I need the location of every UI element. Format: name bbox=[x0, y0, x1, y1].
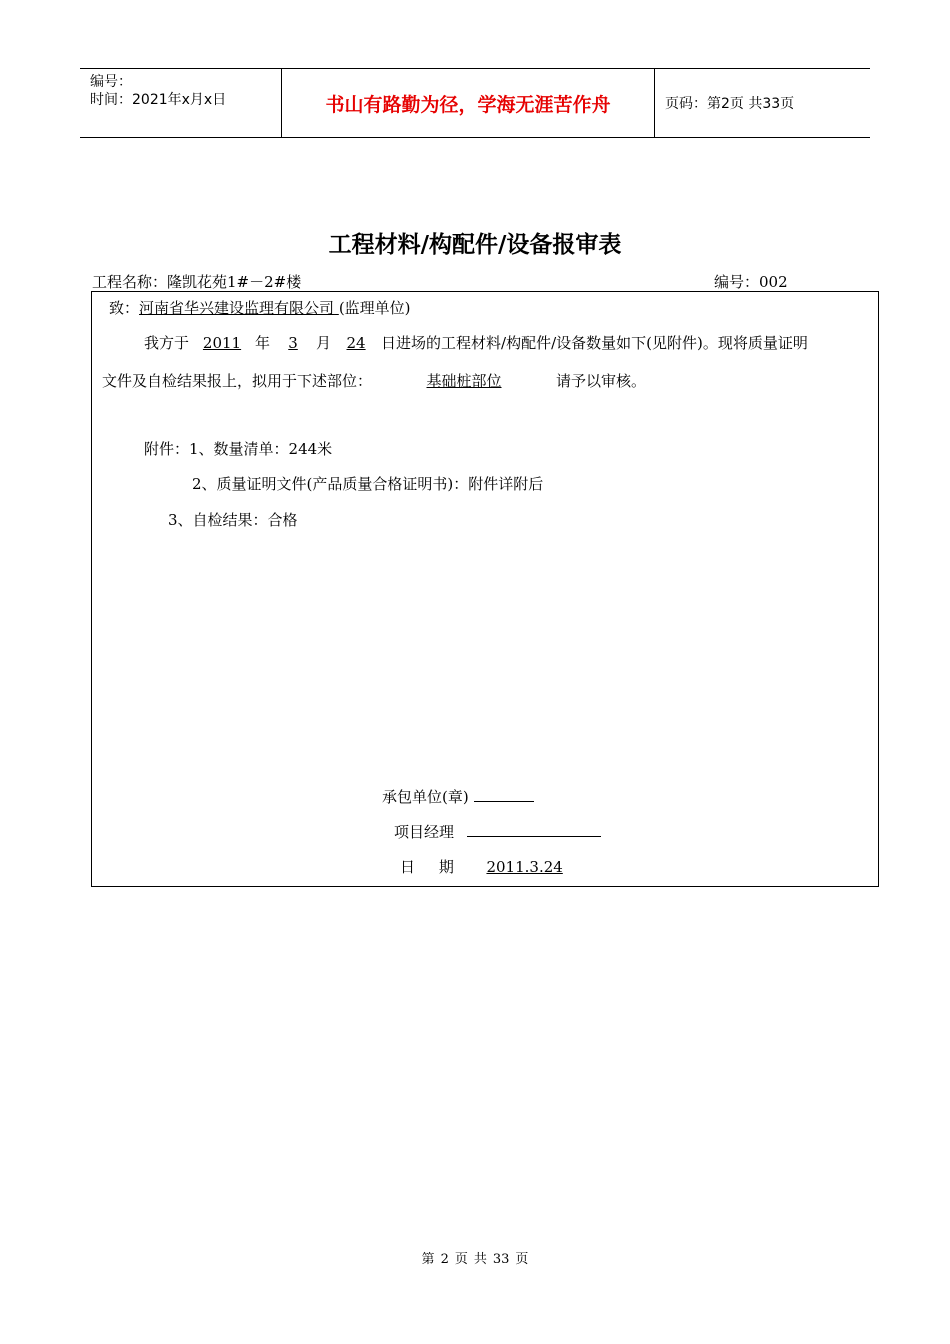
addressee-suffix: (监理单位) bbox=[338, 299, 411, 317]
p1-suffix: 日进场的工程材料/构配件/设备数量如下(见附件)。现将质量证明 bbox=[381, 334, 808, 352]
date-label: 日 期 bbox=[400, 858, 454, 876]
addressee-line bbox=[109, 297, 411, 318]
form-title: 工程材料/构配件/设备报审表 bbox=[328, 232, 622, 258]
footer-total-pages: 33 bbox=[492, 1252, 510, 1267]
paragraph-line-2 bbox=[102, 370, 646, 391]
attachment-2: 2、质量证明文件(产品质量合格证明书)：附件详附后 bbox=[192, 475, 544, 493]
date-line bbox=[400, 856, 581, 877]
p2-prefix: 文件及自检结果报上，拟用于下述部位： bbox=[102, 372, 373, 390]
addressee-label: 致： bbox=[109, 299, 140, 317]
header-meta-cell bbox=[80, 69, 282, 137]
form-body-box bbox=[91, 291, 879, 887]
footer-word-ye-2: 页 bbox=[515, 1252, 529, 1267]
project-name: 工程名称：隆凯花苑1#－2#楼 bbox=[92, 273, 302, 291]
header-number-label: 编号： bbox=[90, 74, 132, 90]
footer-page-number: 2 bbox=[440, 1252, 449, 1267]
contractor-signature-blank bbox=[474, 786, 534, 802]
p1-prefix: 我方于 bbox=[144, 334, 190, 352]
form-number: 编号：002 bbox=[714, 273, 788, 291]
contractor-label: 承包单位(章) bbox=[382, 788, 469, 806]
document-header bbox=[80, 68, 870, 138]
p1-year: 2011 bbox=[202, 334, 242, 352]
addressee-org: 河南省华兴建设监理有限公司 bbox=[139, 299, 335, 317]
page-footer bbox=[0, 1248, 950, 1267]
attachment-3: 3、自检结果：合格 bbox=[168, 511, 298, 529]
date-value: 2011.3.24 bbox=[486, 858, 563, 876]
header-time-label: 时间：2021年x月x日 bbox=[90, 92, 227, 108]
manager-label: 项目经理 bbox=[394, 823, 455, 841]
contractor-line bbox=[382, 786, 534, 807]
footer-word-di: 第 bbox=[421, 1252, 435, 1267]
header-motto: 书山有路勤为径，学海无涯苦作舟 bbox=[282, 69, 655, 137]
header-page-info: 页码：第2页 共33页 bbox=[665, 96, 795, 112]
p1-year-unit: 年 bbox=[255, 334, 271, 352]
p2-location: 基础桩部位 bbox=[426, 372, 502, 390]
paragraph-line-1 bbox=[144, 332, 808, 353]
p1-month-unit: 月 bbox=[316, 334, 332, 352]
manager-signature-blank bbox=[467, 821, 601, 837]
footer-word-gong: 共 bbox=[473, 1252, 487, 1267]
manager-line bbox=[394, 821, 601, 842]
attachment-1: 附件：1、数量清单：244米 bbox=[144, 440, 333, 458]
p1-day: 24 bbox=[346, 334, 366, 352]
p1-month: 3 bbox=[288, 334, 298, 352]
p2-suffix: 请予以审核。 bbox=[556, 372, 647, 390]
footer-word-ye: 页 bbox=[454, 1252, 468, 1267]
